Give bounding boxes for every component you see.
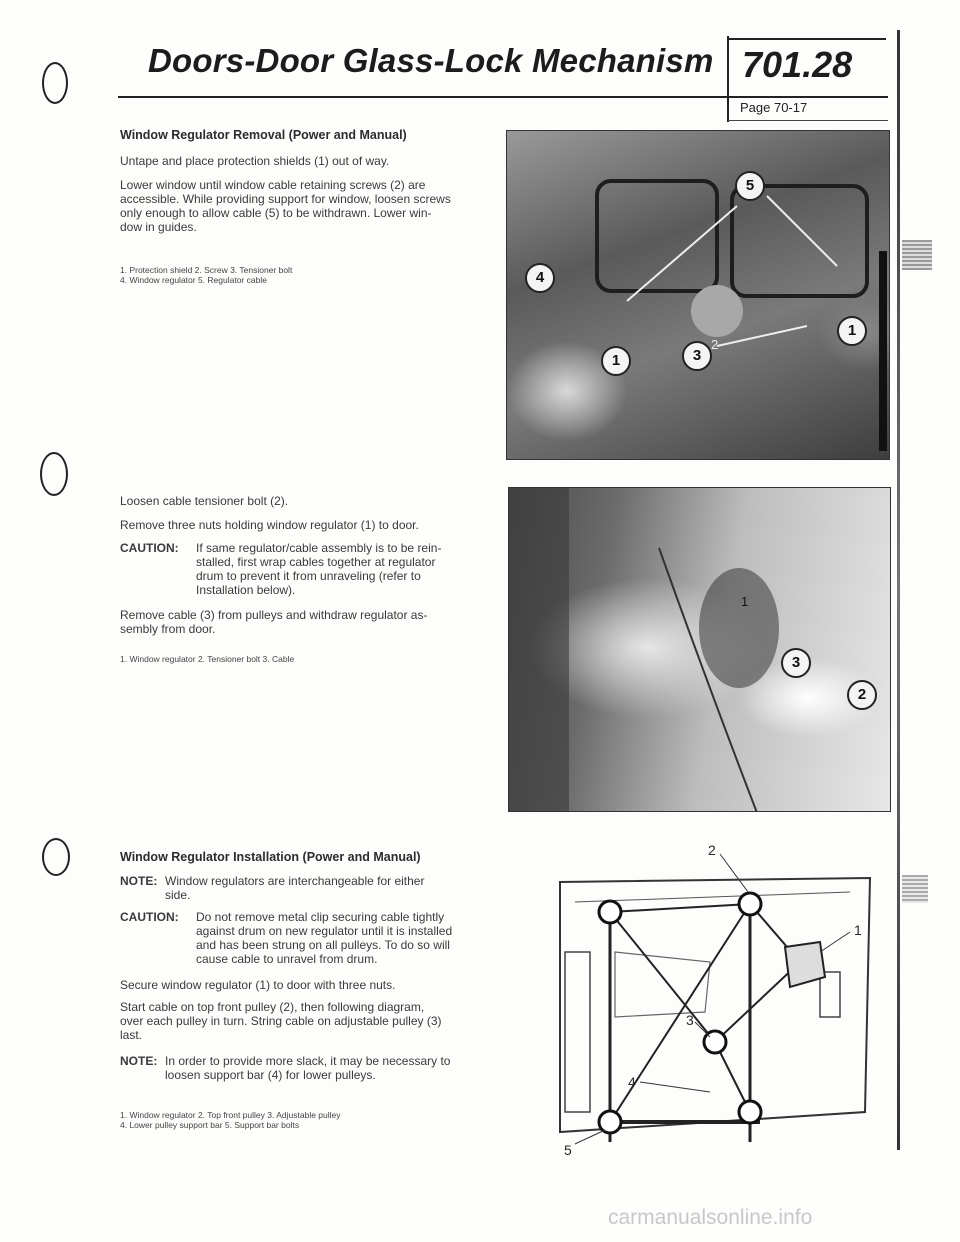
section2-caution-label: CAUTION: [120,541,179,555]
watermark: carmanualsonline.info [608,1206,813,1229]
section3-note1-label: NOTE: [120,874,158,888]
section3-note2-label: NOTE: [120,1054,158,1068]
section1-p1: Untape and place protection shields (1) out of way. [120,154,390,168]
section2-caption: 1. Window regulator 2. Tensioner bolt 3. Cable [120,654,295,664]
page-number-rule [728,120,888,121]
section3-note1: Window regulators are interchangeable for either side. [165,874,425,902]
section1-heading: Window Regulator Removal (Power and Manual) [120,128,407,142]
section3-note2: In order to provide more slack, it may be necessary to loosen support bar (4) for lower pulleys. [165,1054,451,1082]
section2-p1: Loosen cable tensioner bolt (2). [120,494,289,508]
page-number: Page 70-17 [740,100,808,115]
binder-hole-middle [40,452,68,496]
diagram-label-2: 2 [708,842,716,858]
page-edge-right [897,30,900,1150]
section2-p2: Remove three nuts holding window regulator (1) to door. [120,518,419,532]
photo2-callout-2: 2 [847,680,877,710]
photo1-label-2: 2 [711,337,719,352]
photo2-label-1: 1 [741,594,749,609]
section2-caution: If same regulator/cable assembly is to be rein- stalled, first wrap cables together at regulator drum to prevent it from unraveling (refer to Installation below). [196,541,442,597]
section-code: 701.28 [742,44,853,85]
edge-tab-2 [902,875,928,903]
diagram-label-1: 1 [854,922,862,938]
edge-tab-1 [902,240,932,270]
photo1-callout-5: 5 [735,171,765,201]
photo2-callout-3: 3 [781,648,811,678]
section1-caption: 1. Protection shield 2. Screw 3. Tensioner bolt 4. Window regulator 5. Regulator cable [120,265,293,285]
photo-regulator-removal [506,130,890,460]
diagram-label-4: 4 [628,1074,636,1090]
section3-caption: 1. Window regulator 2. Top front pulley 3. Adjustable pulley 4. Lower pulley support bar 5. Support bar bolts [120,1110,341,1130]
section1-p2: Lower window until window cable retaining screws (2) are accessible. While providing support for window, loosen screws only enough to allow cable (5) to be withdrawn. Lower win- dow in guides. [120,178,451,234]
section3-p2: Start cable on top front pulley (2), then following diagram, over each pulley in turn. String cable on adjustable pulley (3) last. [120,1000,442,1042]
diagram-cable-routing [520,842,885,1160]
photo1-callout-3: 3 [682,341,712,371]
diagram-label-5: 5 [564,1142,572,1158]
section2-p3: Remove cable (3) from pulleys and withdraw regulator as- sembly from door. [120,608,428,636]
photo-regulator-withdrawal [508,487,891,812]
binder-hole-top [42,62,68,104]
section3-caution-label: CAUTION: [120,910,179,924]
header-rule [118,96,888,98]
photo1-callout-4: 4 [525,263,555,293]
binder-hole-bottom [42,838,70,876]
section3-heading: Window Regulator Installation (Power and Manual) [120,850,421,864]
diagram-label-3: 3 [686,1012,694,1028]
photo1-callout-1b: 1 [601,346,631,376]
page-title: Doors-Door Glass-Lock Mechanism [148,42,714,79]
section3-p1: Secure window regulator (1) to door with three nuts. [120,978,396,992]
section3-caution: Do not remove metal clip securing cable tightly against drum on new regulator until it is installed and has been strung on all pulleys. To do so will cause cable to unravel from drum. [196,910,453,966]
photo1-callout-1: 1 [837,316,867,346]
